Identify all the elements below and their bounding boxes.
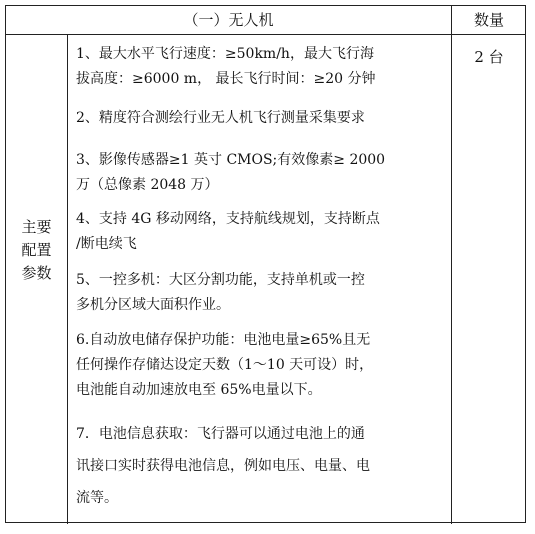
spec-line: 讯接口实时获得电池信息，例如电压、电量、电 [76,458,370,474]
qty-column-divider [451,6,452,524]
spec-line: 万（总像素 2048 万） [76,177,219,193]
label-column-divider [67,34,68,524]
spec-line: 5、一控多机：大区分割功能，支持单机或一控 [76,272,365,288]
spec-item-4 [76,207,448,257]
spec-item-1 [76,42,448,92]
spec-line: 电池能自动加速放电至 65%电量以下。 [76,382,322,398]
row-label-line: 参数 [21,264,52,282]
spec-line: 3、影像传感器≥1 英寸 CMOS;有效像素≥ 2000 [76,152,386,168]
spec-line: 任何操作存储达设定天数（1～10 天可设）时， [76,357,374,373]
spec-line: 拔高度：≥6000 m， 最长飞行时间：≥20 分钟 [76,71,376,87]
spec-item-2 [76,106,448,131]
spec-line: 7．电池信息获取：飞行器可以通过电池上的通 [76,426,365,442]
spec-item-3 [76,148,448,198]
spec-line: 流等。 [76,490,118,506]
spec-item-5 [76,268,448,318]
spec-item-6 [76,328,448,403]
table-header-quantity: 数量 [473,11,504,29]
spec-line: 4、支持 4G 移动网络，支持航线规划，支持断点 [76,211,380,227]
spec-line: /断电续飞 [76,236,137,252]
config-table [5,5,526,523]
spec-line: 6.自动放电储存保护功能：电池电量≥65%且无 [76,332,371,348]
row-label-line: 主要 [21,218,52,236]
spec-line: 1、最大水平飞行速度：≥50km/h，最大飞行海 [76,46,374,62]
spec-item-7 [76,418,448,514]
spec-line: 2、精度符合测绘行业无人机飞行测量采集要求 [76,110,365,126]
spec-line: 多机分区域大面积作业。 [76,297,230,313]
row-label-line: 配置 [21,241,52,259]
row-label [6,216,67,285]
header-divider [6,34,525,35]
quantity-value: 2 台 [474,48,504,66]
table-header-title: （一）无人机 [183,11,274,29]
